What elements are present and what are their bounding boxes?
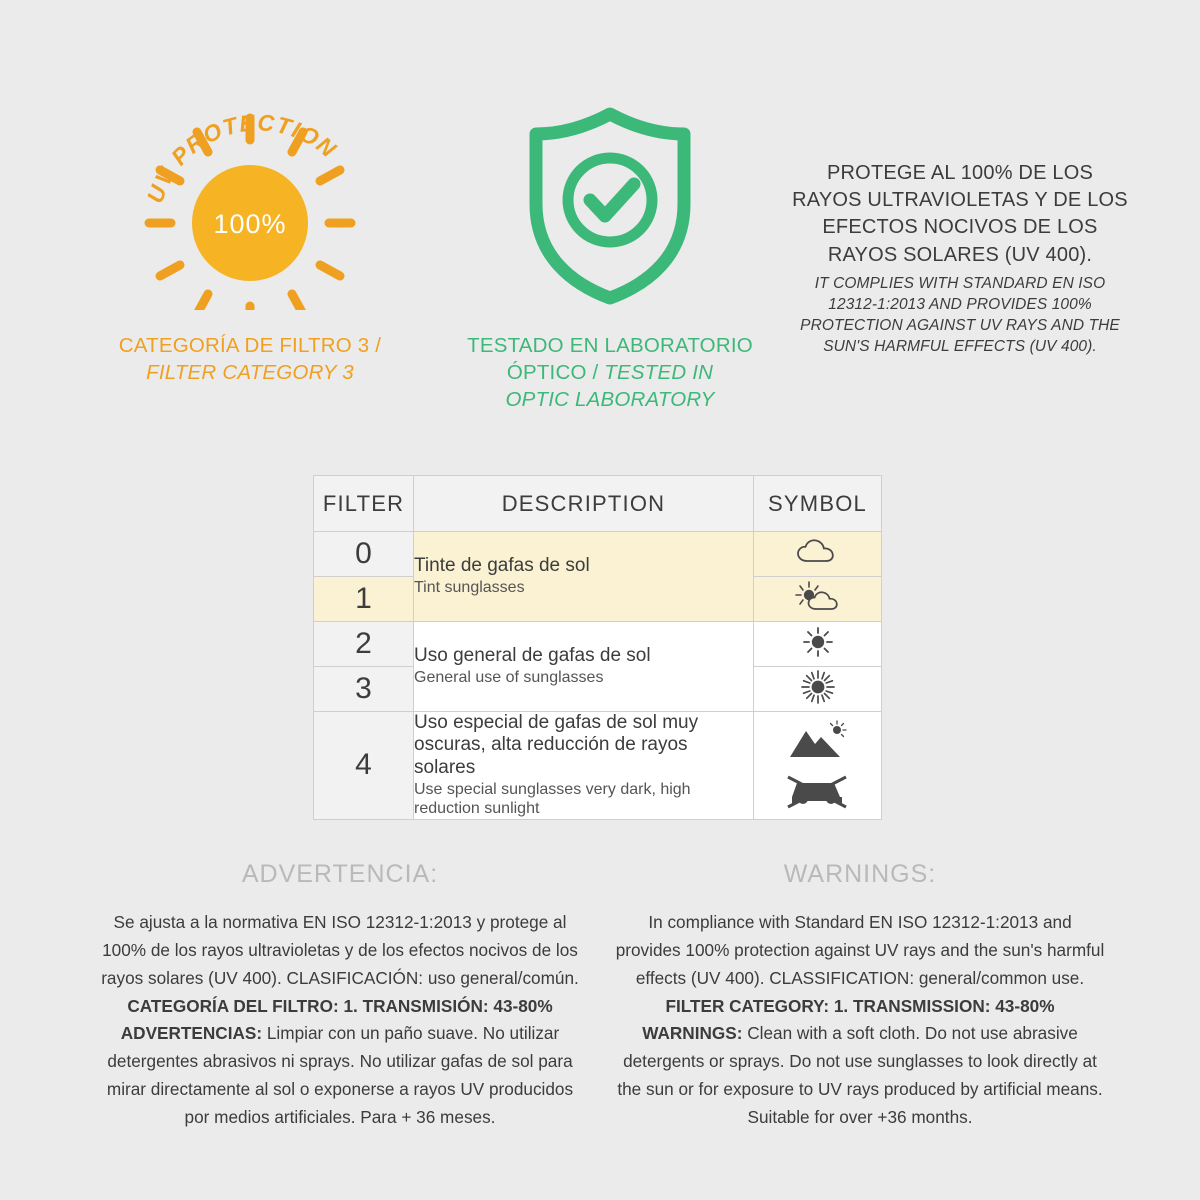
description-cell xyxy=(414,712,754,820)
lab-caption-line2-en: TESTED IN xyxy=(604,361,714,385)
warnings-es-title: ADVERTENCIA: xyxy=(241,860,439,888)
sun-small-rays-icon xyxy=(798,625,838,659)
check-icon xyxy=(590,184,634,216)
protection-text-block xyxy=(790,100,1130,357)
warnings-es-body xyxy=(94,909,586,1132)
top-badges-row xyxy=(0,0,1200,413)
warnings-es-p2: CATEGORÍA DEL FILTRO: 1. TRANSMISIÓN: 43-80% xyxy=(127,995,553,1016)
lab-caption-line2-es: ÓPTICO / xyxy=(506,361,605,385)
mountain-and-no-driving-icons xyxy=(782,717,854,809)
filter-number: 4 xyxy=(314,712,414,820)
warnings-en-p1: In compliance with Standard EN ISO 12312-1:2013 and provides 100% protection against UV rays and the sun's harmful effects (UV 400). CLASSIFICATION: general/common use. xyxy=(615,912,1105,988)
protection-sub-text: IT COMPLIES WITH STANDARD EN ISO 12312-1:2013 AND PROVIDES 100% PROTECTION AGAINST UV RAYS AND THE SUN'S HARMFUL EFFECTS (UV 400). xyxy=(800,274,1120,355)
warnings-en-p3: Clean with a soft cloth. Do not use abrasive detergents or sprays. Do not use sunglasses to look directly at the sun or for exposure to UV rays produced by artificial means. Suitable for over +36 months. xyxy=(617,1023,1103,1128)
table-header-row xyxy=(314,476,882,532)
description-en: Tint sunglasses xyxy=(414,579,525,597)
description-en: General use of sunglasses xyxy=(414,669,604,687)
header-description: DESCRIPTION xyxy=(414,476,754,532)
warnings-en-p3-label: WARNINGS: xyxy=(642,1023,743,1044)
description-cell xyxy=(414,532,754,622)
lab-tested-block xyxy=(430,100,790,413)
description-es: Tinte de gafas de sol xyxy=(414,554,590,576)
header-symbol: SYMBOL xyxy=(754,476,882,532)
uv-percent-label: 100% xyxy=(213,209,287,239)
filter-table-wrap xyxy=(313,475,881,820)
cloud-icon xyxy=(794,536,842,568)
warnings-es-p3-label: ADVERTENCIAS: xyxy=(120,1023,263,1044)
uv-arc-text: UV PROTECTION xyxy=(141,109,343,207)
warnings-es xyxy=(80,860,600,1132)
warnings-en-p2: FILTER CATEGORY: 1. TRANSMISSION: 43-80% xyxy=(665,995,1055,1016)
symbol-cell xyxy=(754,532,882,577)
description-es: Uso general de gafas de sol xyxy=(414,644,651,666)
table-row xyxy=(314,622,882,667)
warnings-es-p3: Limpiar con un paño suave. No utilizar detergentes abrasivos ni sprays. No utilizar gafas de sol para mirar directamente al sol o exponerse a rayos UV producidos por medios artificiales. Para + 36 meses. xyxy=(106,1023,574,1128)
uv-caption xyxy=(119,332,381,386)
symbol-cell xyxy=(754,622,882,667)
description-es: Uso especial de gafas de sol muy oscuras, alta reducción de rayos solares xyxy=(414,712,699,778)
symbol-cell xyxy=(754,577,882,622)
shield-check-icon xyxy=(510,100,710,310)
sun-many-rays-icon xyxy=(798,669,838,705)
uv-protection-block xyxy=(70,100,430,386)
filter-number: 1 xyxy=(314,577,414,622)
filter-number: 0 xyxy=(314,532,414,577)
sun-behind-cloud-icon xyxy=(792,579,844,615)
filter-number: 3 xyxy=(314,667,414,712)
warnings-en xyxy=(600,860,1120,1132)
sun-badge xyxy=(135,100,365,310)
warnings-row xyxy=(0,860,1200,1132)
filter-number: 2 xyxy=(314,622,414,667)
warnings-es-p1: Se ajusta a la normativa EN ISO 12312-1:2013 y protege al 100% de los rayos ultravioletas y de los efectos nocivos de los rayos solares (UV 400). CLASIFICACIÓN: uso general/común. xyxy=(101,912,579,988)
lab-caption-line2 xyxy=(467,359,753,386)
warnings-en-body xyxy=(614,909,1106,1132)
header-filter: FILTER xyxy=(314,476,414,532)
uv-caption-en: FILTER CATEGORY 3 xyxy=(146,361,354,385)
uv-caption-es: CATEGORÍA DE FILTRO 3 / xyxy=(118,334,382,357)
symbol-cell xyxy=(754,712,882,820)
warnings-en-title: WARNINGS: xyxy=(783,860,937,888)
filter-table xyxy=(313,475,882,820)
lab-caption-line1: TESTADO EN LABORATORIO xyxy=(467,334,753,357)
table-row xyxy=(314,532,882,577)
description-en: Use special sunglasses very dark, high reduction sunlight xyxy=(414,781,691,818)
description-cell xyxy=(414,622,754,712)
mountain-sun-icon xyxy=(790,721,846,757)
no-driving-icon xyxy=(788,777,846,807)
lab-caption-line3: OPTIC LABORATORY xyxy=(505,388,715,412)
protection-main-text: PROTEGE AL 100% DE LOS RAYOS ULTRAVIOLETAS Y DE LOS EFECTOS NOCIVOS DE LOS RAYOS SOLARES (UV 400). xyxy=(792,162,1128,266)
table-row xyxy=(314,712,882,820)
symbol-cell xyxy=(754,667,882,712)
sun-icon xyxy=(135,100,365,310)
lab-caption xyxy=(467,332,753,413)
